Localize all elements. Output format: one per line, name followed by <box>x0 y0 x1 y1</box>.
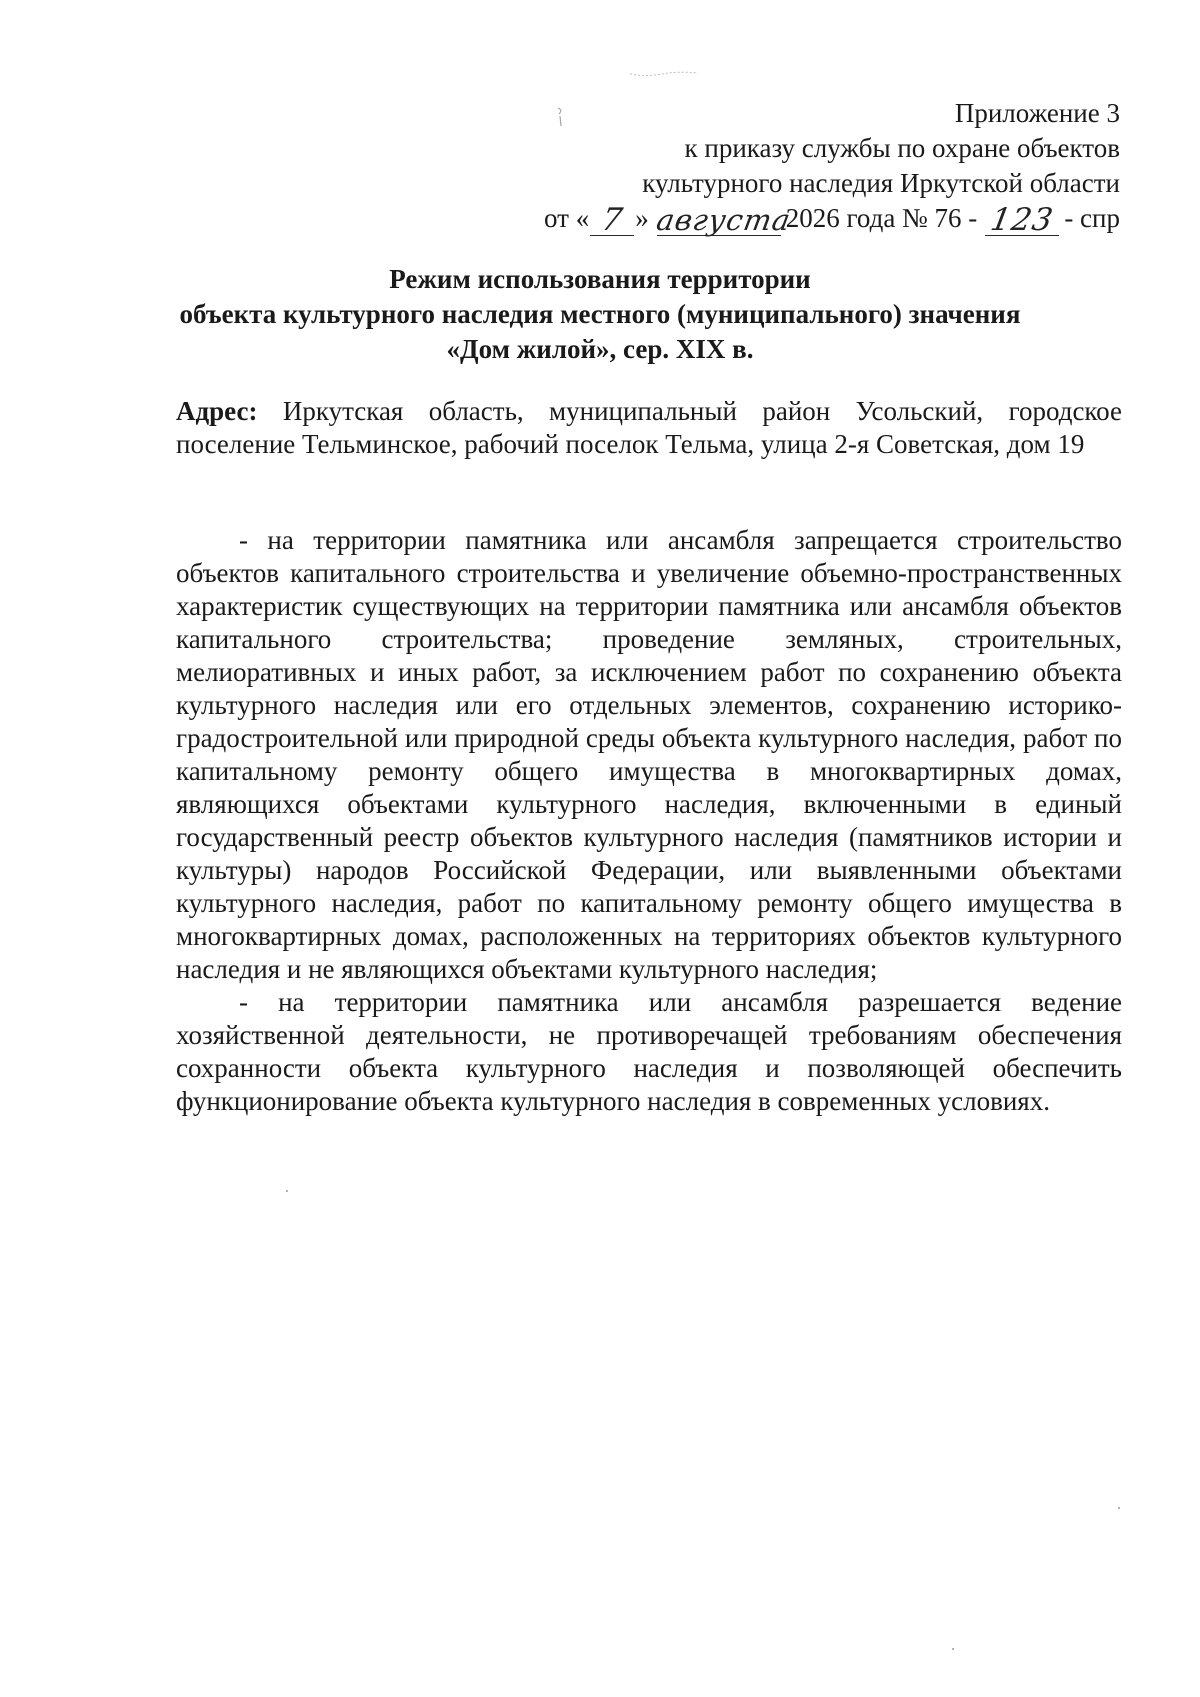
month-field <box>653 203 794 237</box>
title-line-3: «Дом жилой», сер. XIX в. <box>446 334 754 364</box>
scan-speck <box>286 1190 288 1192</box>
document-title <box>150 262 1050 367</box>
address-block <box>176 395 1122 461</box>
regime-text <box>176 524 1122 1118</box>
prohibitions-paragraph: - на территории памятника или ансамбля запрещается строительство объектов капитального строительства и увеличение объемно-пространственных характеристик существующих на территории памятника или ансамбля объектов капитального строительства; проведение земляных, строительных, мелиоративных и иных работ, за исключением работ по сохранению объекта культурного наследия или его отдельных элементов, сохранению историко-градостроительной или природной среды объекта культурного наследия, работ по капитальному ремонту общего имущества в многоквартирных домах, являющихся объектами культурного наследия, включенными в единый государственный реестр объектов культурного наследия (памятников истории и культуры) народов Российской Федерации, или выявленными объектами культурного наследия, работ по капитальному ремонту общего имущества в многоквартирных домах, расположенных на территориях объектов культурного наследия и не являющихся объектами культурного наследия; <box>176 525 1122 984</box>
issuing-authority: культурного наследия Иркутской области <box>642 168 1120 198</box>
appendix-label: Приложение 3 <box>954 98 1120 128</box>
day-field <box>590 204 634 236</box>
title-line-2: объекта культурного наследия местного (муниципального) значения <box>179 299 1021 329</box>
order-date-line <box>544 201 1120 236</box>
order-suffix: - спр <box>1064 203 1120 233</box>
address-text: Иркутская область, муниципальный район Усольский, городское поселение Тельминское, рабочий поселок Тельма, улица 2-я Советская, дом 19 <box>176 396 1122 459</box>
order-number-field <box>985 204 1059 236</box>
handwritten-day: 7 <box>598 202 626 238</box>
scan-artifact-top <box>628 68 700 78</box>
year-and-number: 2026 года № 76 - <box>785 203 978 233</box>
address-label: Адрес: <box>176 396 258 426</box>
scan-speck <box>952 1648 954 1650</box>
handwritten-order-number: 123 <box>988 202 1057 238</box>
handwritten-month: августа <box>653 203 794 237</box>
order-reference: к приказу службы по охране объектов <box>684 133 1120 163</box>
scan-speck <box>1118 1507 1120 1509</box>
permissions-paragraph: - на территории памятника или ансамбля разрешается ведение хозяйственной деятельности, не противоречащей требованиям обеспечения сохранности объекта культурного наследия и позволяющей обеспечить функционирование объекта культурного наследия в современных условиях. <box>176 987 1122 1116</box>
title-line-1: Режим использования территории <box>389 264 811 294</box>
date-quote-close: » <box>635 203 649 233</box>
approval-block <box>460 96 1120 236</box>
date-prefix: от « <box>544 203 590 233</box>
